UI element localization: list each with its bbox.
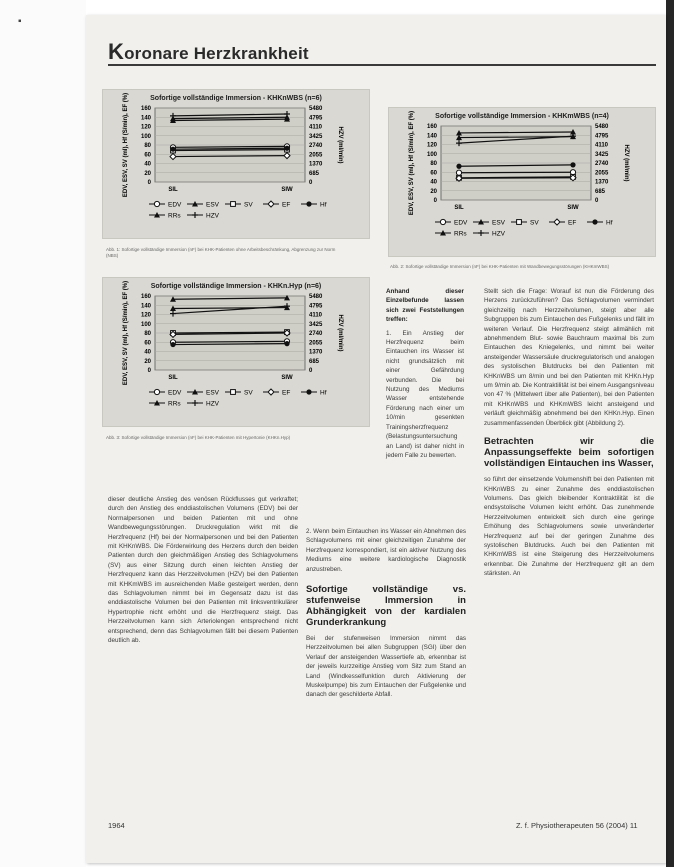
y2-tick-label: 2055 xyxy=(595,170,609,177)
y2-tick-label: 685 xyxy=(309,358,320,365)
legend-marker-hzv xyxy=(192,212,198,218)
data-point-hf xyxy=(284,146,289,151)
chart-plot xyxy=(389,108,657,258)
legend-marker-hzv xyxy=(192,400,198,406)
y2-tick-label: 0 xyxy=(309,180,313,186)
data-point-edv xyxy=(456,170,461,175)
journal-page xyxy=(86,15,666,863)
y-tick-label: 120 xyxy=(140,124,151,131)
data-point-hf xyxy=(570,162,575,167)
legend-label: HZV xyxy=(206,400,219,408)
y-tick-label: 120 xyxy=(426,142,437,149)
y2-tick-label: 2740 xyxy=(309,331,323,337)
x-tick-label: SIW xyxy=(567,205,579,211)
y-tick-label: 40 xyxy=(430,179,437,186)
y-tick-label: 140 xyxy=(140,115,151,122)
legend-marker-sv xyxy=(231,202,236,207)
y2-tick-label: 4795 xyxy=(309,303,323,310)
y2-tick-label: 1370 xyxy=(309,161,323,168)
legend-marker-sv xyxy=(231,390,236,395)
section-title xyxy=(108,39,309,65)
legend-label: SV xyxy=(244,389,253,397)
legend-label: Hf xyxy=(320,389,327,397)
chart-khkmwbs xyxy=(388,107,656,257)
y-tick-label: 100 xyxy=(426,151,437,158)
y2-tick-label: 685 xyxy=(309,170,320,177)
legend-label: EDV xyxy=(168,389,182,397)
y-tick-label: 80 xyxy=(144,143,151,149)
x-tick-label: SIL xyxy=(168,375,178,381)
y2-tick-label: 2055 xyxy=(309,340,323,347)
y-tick-label: 60 xyxy=(430,170,437,177)
figure-caption-3: Abb. 3: Sofortige vollständige Immersion (nF) bei KHK-Patienten mit Hypertonie (KHKn.Hyp) xyxy=(106,435,291,440)
legend-label: EDV xyxy=(454,219,468,227)
mid-column-upper xyxy=(386,287,464,460)
mid-paragraph-3: Bei der stufenweisen Immersion nimmt das Herzzeitvolumen bei allen Subgruppen (SGI) über den Verlauf der ansteigenden Wassertiefe ab, erkennbar ist der jeweils kurzzeitige Anstieg vom Sitz zum Stand an Land (Windkesselfunktion durch Aktivierung der Muskelpumpe) bis zum Eintauchen der Fußgelenke und danach der geschilderte Abfall. xyxy=(306,635,466,699)
legend-label: RRs xyxy=(168,212,181,220)
y2-tick-label: 0 xyxy=(309,368,313,374)
section-title-initial: K xyxy=(108,39,125,64)
mid-heading: Anhand dieser Einzelbefunde lassen sich zwei Feststellungen treffen: xyxy=(386,288,464,324)
y-tick-label: 160 xyxy=(140,106,151,112)
section-title-rest: oronare Herzkrankheit xyxy=(124,44,309,63)
y2-tick-label: 4110 xyxy=(595,142,609,149)
y-tick-label: 100 xyxy=(140,133,151,140)
legend-label: ESV xyxy=(492,219,506,227)
legend-marker-hzv xyxy=(478,230,484,236)
legend-label: ESV xyxy=(206,389,220,397)
data-point-hf xyxy=(284,341,289,346)
y2-tick-label: 3425 xyxy=(309,133,323,140)
y2-tick-label: 685 xyxy=(595,188,606,195)
y2-tick-label: 5480 xyxy=(309,106,323,112)
y2-axis-title: HZV (ml/min) xyxy=(337,126,343,164)
y2-tick-label: 5480 xyxy=(309,294,323,300)
y2-tick-label: 2740 xyxy=(595,161,609,167)
y-tick-label: 80 xyxy=(430,161,437,167)
chart-title: Sofortige vollständige Immersion - KHKn.Hyp (n=6) xyxy=(150,283,322,290)
legend-marker-hf xyxy=(306,389,311,394)
figure-caption-1: Abb. 1: Sofortige vollständige Immersion (nF) bei KHK-Patienten ohne Arbeitsbeschränkung, Abgrenzung zur Norm (NBS) xyxy=(106,247,336,258)
y-axis-title: EDV, ESV, SV (ml), Hf (S/min), EF (%) xyxy=(409,110,415,216)
y-tick-label: 20 xyxy=(144,358,151,365)
y-axis-title: EDV, ESV, SV (ml), Hf (S/min), EF (%) xyxy=(123,92,129,198)
legend-marker-hf xyxy=(306,201,311,206)
y-axis-title: EDV, ESV, SV (ml), Hf (S/min), EF (%) xyxy=(123,280,129,386)
data-point-hf xyxy=(170,342,175,347)
left-column-text: dieser deutliche Anstieg des venösen Rückflusses gut verkraftet; durch den Anstieg des enddiastolischen Volumens (EDV) bei der Normalpersonen und beiden Patienten mit und ohne Wandbewegungsstörungen. Druckregulation wirkt mit die Herzfrequenz (Hf) bei der Normalpersonen und bei den Patienten mit KHKnWBS. Die Förderwirkung des Herzens durch den beiden Patienten durch den gleichmäßigen Anstieg des Schlagvolumens (SV) aus einer Sitzung durch einen leichten Anstieg der Herzfrequenz kann das Herzzeitvolumen (HZV) bei den Patienten mit KHKmWBS im ausreichenden Maße gesteigert werden, denn das Schlagvolumen nimmt bei im Gegensatz dazu ist das enddiastolische Volumen bei den Patienten mit linksventrikulärer Hypertrophie nicht erhöht und die Herzfrequenz steigt. Das Herzzeitvolumen kann sich Arteriolengen entsprechend nicht entsprechend, denn das Schlagvolumen fällt bei diesem Patienten deutlich ab. xyxy=(108,496,298,645)
chart-khknhyp xyxy=(102,277,370,427)
y-tick-label: 40 xyxy=(144,349,151,356)
y-tick-label: 60 xyxy=(144,152,151,159)
y2-tick-label: 5480 xyxy=(595,124,609,130)
x-tick-label: SIW xyxy=(281,187,293,193)
legend-label: EF xyxy=(282,389,291,397)
legend-label: RRs xyxy=(454,230,467,238)
chart-plot xyxy=(103,278,371,428)
legend-label: HZV xyxy=(206,212,219,220)
journal-reference: Z. f. Physiotherapeuten 56 (2004) 11 xyxy=(516,821,638,830)
y-tick-label: 0 xyxy=(433,198,437,204)
chart-title: Sofortige vollständige Immersion - KHKmWBS (n=4) xyxy=(435,113,609,120)
mid-item-1: 1. Ein Anstieg der Herzfrequenz beim Eintauchen ins Wasser ist nicht grundsätzlich mit einer Gefährdung verbunden. Die bei Nutzung des Mediums Wasser entstehende Förderung nach einer um 10/min gesenkten Trainingsherzfrequenz (Belastungsuntersuchung an Land) ist daher nicht in jedem Falle zu bewerten. xyxy=(386,329,464,459)
data-point-hf xyxy=(456,164,461,169)
mid-column-lower xyxy=(306,527,466,700)
y2-tick-label: 2740 xyxy=(309,143,323,149)
legend-marker-sv xyxy=(517,220,522,225)
y2-tick-label: 4110 xyxy=(309,312,323,319)
figure-caption-2: Abb. 2: Sofortige vollständige Immersion (nF) bei KHK-Patienten mit Wandbewegungsstörungen (KHKmWBS) xyxy=(390,264,610,269)
y2-tick-label: 2055 xyxy=(309,152,323,159)
right-column xyxy=(484,287,654,579)
legend-marker-ef xyxy=(268,389,274,395)
chart-khknwbs xyxy=(102,89,370,239)
y2-tick-label: 1370 xyxy=(309,349,323,356)
scan-mark: ▪ xyxy=(18,16,22,27)
y-tick-label: 20 xyxy=(144,170,151,177)
legend-label: Hf xyxy=(606,219,613,227)
legend-marker-ef xyxy=(268,201,274,207)
x-tick-label: SIW xyxy=(281,375,293,381)
y-tick-label: 160 xyxy=(140,294,151,300)
book-edge xyxy=(666,0,674,867)
data-point-hf xyxy=(170,147,175,152)
legend-marker-edv xyxy=(154,201,159,206)
y2-tick-label: 0 xyxy=(595,198,599,204)
y2-tick-label: 4795 xyxy=(309,115,323,122)
legend-label: HZV xyxy=(492,230,505,238)
y-tick-label: 140 xyxy=(426,133,437,140)
y-tick-label: 0 xyxy=(147,368,151,374)
chart-plot xyxy=(103,90,371,240)
y2-tick-label: 3425 xyxy=(595,151,609,158)
y-tick-label: 80 xyxy=(144,331,151,337)
y-tick-label: 120 xyxy=(140,312,151,319)
x-tick-label: SIL xyxy=(454,205,464,211)
legend-marker-hf xyxy=(592,219,597,224)
legend-label: EF xyxy=(282,201,291,209)
legend-label: EDV xyxy=(168,201,182,209)
right-heading: Betrachten wir die Anpassungseffekte beim sofortigen vollständigen Eintauchen ins Wasser, xyxy=(484,436,654,470)
y-tick-label: 140 xyxy=(140,303,151,310)
legend-marker-ef xyxy=(554,219,560,225)
page-number: 1964 xyxy=(108,821,125,830)
y2-tick-label: 4795 xyxy=(595,133,609,140)
legend-label: RRs xyxy=(168,400,181,408)
legend-label: EF xyxy=(568,219,577,227)
section-rule xyxy=(108,64,656,66)
chart-title: Sofortige vollständige Immersion - KHKnWBS (n=6) xyxy=(150,95,322,102)
y2-tick-label: 4110 xyxy=(309,124,323,131)
y2-axis-title: HZV (ml/min) xyxy=(623,144,629,182)
y-tick-label: 60 xyxy=(144,340,151,347)
y2-tick-label: 3425 xyxy=(309,321,323,328)
y-tick-label: 40 xyxy=(144,161,151,168)
right-paragraph-1: Stellt sich die Frage: Worauf ist nun die Förderung des Herzens zurückzuführen? Das Schlagvolumen vermindert gleichzeitig nach Herzzeitvolumen, steigt aber alle Subgruppen bis zum Eintauchen des Fußgelenks und fällt im weiteren Verlauf. Die Herzfrequenz steigt allmählich mit abnehmendem Blut- sowie Bauchraum maximal bis zum Eintauchen des Kniegelenks, und nimmt bei weiter ansteigender Wassersäule druckregulatorisch und analogen des systolischen Blutdrucks bei den Patienten mit KHKnWBS um 8/min und bei den Patienten mit KHKn.Hyp um 9/min ab. Die Kontraktilität ist bei einem Ausgangsniveau von 47 % (Mittelwert über alle Patienten), bei den Patienten mit KHKnWBS und KHKmWBS leicht ansteigend und verläuft gleichmäßig abnehmend bei den KHKn.Hyp. Einen zusammenfassenden Überblick gibt (Abbildung 2). xyxy=(484,288,654,427)
scan-margin xyxy=(0,0,86,867)
legend-label: Hf xyxy=(320,201,327,209)
y-tick-label: 0 xyxy=(147,180,151,186)
y2-tick-label: 1370 xyxy=(595,179,609,186)
mid-heading-2: Sofortige vollständige vs. stufenweise Immersion in Abhängigkeit von der kardialen Grunderkrankung xyxy=(306,584,466,629)
y-tick-label: 100 xyxy=(140,321,151,328)
legend-marker-edv xyxy=(154,389,159,394)
legend-marker-edv xyxy=(440,219,445,224)
y-tick-label: 20 xyxy=(430,188,437,195)
y2-axis-title: HZV (ml/min) xyxy=(337,314,343,352)
legend-label: SV xyxy=(530,219,539,227)
right-paragraph-2: so führt der einsetzende Volumenshift bei den Patienten mit KHKnWBS zu einer Zunahme des enddiastolischen Volumens. Das gleich bleibender Kontraktilität ist die endsystolische Volumen leicht erhöht. Das zunehmende Herzzeitvolumen entwickelt sich durch eine geringe Erhöhung des Schlagvolumens sowie unveränderter Herzfrequenz auf bei der geringen Zunahme des systolischen Blutdrucks. Auch bei den Patienten mit KHKmWBS ist eine Steigerung des Herzzeitvolumens erkennbar. Die Zunahme der Herzfrequenz gilt an dem stärksten. An xyxy=(484,476,654,578)
legend-label: SV xyxy=(244,201,253,209)
y-tick-label: 160 xyxy=(426,124,437,130)
mid-item-2: 2. Wenn beim Eintauchen ins Wasser ein Abnehmen des Schlagvolumens mit einer gleichzeitigen Zunahme der Herzfrequenz korrespondiert, ist ein aktiver Nutzung des Mediums eine weitere kardiologische Diagnostik anzustreben. xyxy=(306,528,466,573)
x-tick-label: SIL xyxy=(168,187,178,193)
legend-label: ESV xyxy=(206,201,220,209)
